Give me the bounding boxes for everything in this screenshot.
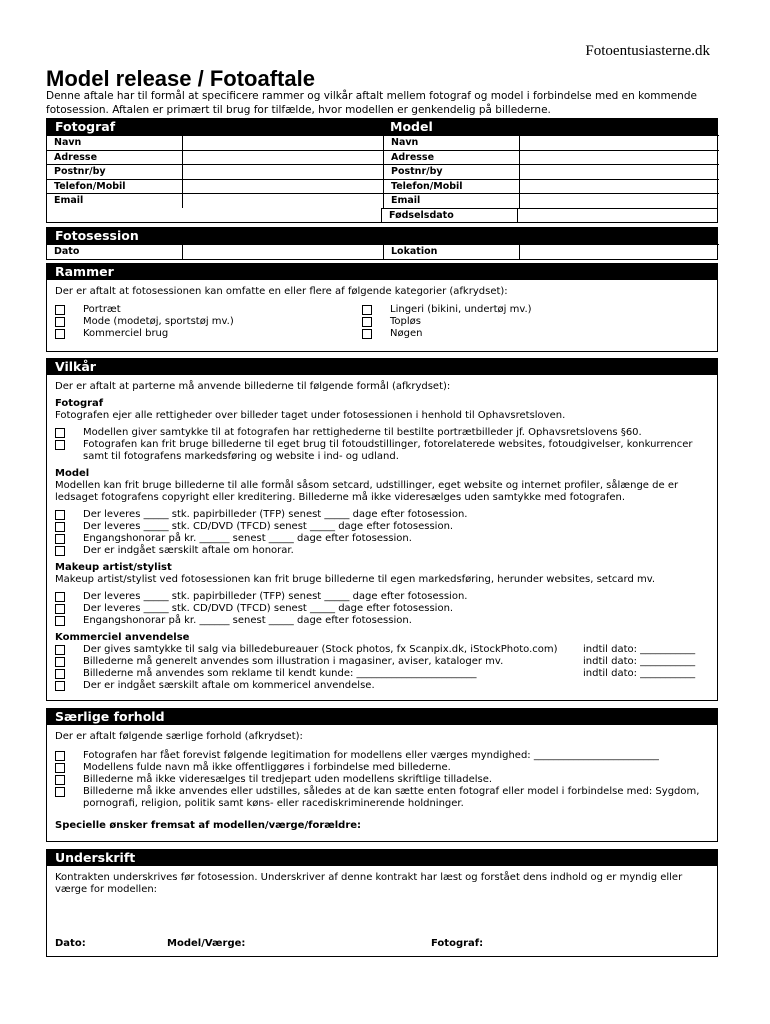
terms-heading: Vilkår [47,359,717,375]
contact-row [47,150,717,165]
photographer-field-label: Navn [47,135,183,150]
frame-section [46,263,718,352]
model-field-input[interactable] [518,208,717,223]
special-option-label: Billederne må ikke videresælges til tredjepart uden modellens skriftlige tilladelse. [83,774,493,785]
checkbox[interactable] [55,669,65,679]
session-location-label: Lokation [384,244,520,259]
commercial-option [55,668,709,680]
session-date-field[interactable] [183,244,383,259]
session-heading: Fotosession [47,228,717,244]
checkbox[interactable] [55,329,65,339]
model-heading: Model [390,119,433,134]
frame-option [55,316,362,328]
photographer-field-input[interactable] [183,193,383,208]
model-field-label: Postnr/by [384,164,520,179]
commercial-option-label: Billederne må anvendes som reklame til kendt kunde: ________________________ [83,668,477,679]
signature-heading: Underskrift [47,850,717,866]
special-items [55,750,709,810]
photographer-option-label: Fotografen kan frit bruge billederne til eget brug til fotoudstillinger, fotorelaterede websites, fotoudgivelser, konkurrencer samt til fotografens markedsføring og website i ind- og udland. [83,439,693,462]
model-option [55,545,709,557]
signature-photographer-label: Fotograf: [431,938,484,949]
terms-model-text: Modellen kan frit bruge billederne til alle formål såsom setcard, udstillinger, eget website og internet profiler, sålænge de er ledsaget fotografens copyright eller kreditering. Billederne må ikke videresælges uden samtykke med fotografen. [55,480,679,503]
contact-rows [47,135,717,222]
terms-makeup-title: Makeup artist/stylist [55,562,172,573]
checkbox[interactable] [55,440,65,450]
commercial-option-date: indtil dato: ___________ [583,668,696,679]
commercial-option-label: Billederne må generelt anvendes som illustration i magasiner, aviser, kataloger mv. [83,656,504,667]
frame-option [362,304,669,316]
frame-option [55,328,362,340]
photographer-option [55,439,709,463]
checkbox[interactable] [362,317,372,327]
signature-model-label: Model/Værge: [167,938,246,949]
session-section [46,227,718,260]
model-field-label: Fødselsdato [382,208,518,223]
special-option [55,774,709,786]
model-field-input[interactable] [520,150,719,165]
model-field-label: Adresse [384,150,520,165]
model-option-label: Der leveres _____ stk. papirbilleder (TFP) senest _____ dage efter fotosession. [83,509,468,520]
checkbox[interactable] [55,546,65,556]
checkbox[interactable] [55,645,65,655]
special-heading: Særlige forhold [47,709,717,725]
special-request-label: Specielle ønsker fremsat af modellen/værge/forældre: [55,820,362,831]
special-section [46,708,718,842]
photographer-field-input[interactable] [183,135,383,150]
makeup-option [55,591,709,603]
commercial-option [55,656,709,668]
frame-left-list [55,304,362,340]
model-field-label: Navn [384,135,520,150]
photographer-field-label: Adresse [47,150,183,165]
special-option [55,750,709,762]
photographer-field-label: Email [47,193,183,208]
contact-row [47,164,717,179]
checkbox[interactable] [55,681,65,691]
frame-option-label: Lingeri (bikini, undertøj mv.) [390,304,532,315]
commercial-items [55,644,709,692]
photographer-items [55,427,709,463]
terms-commercial-title: Kommerciel anvendelse [55,632,190,643]
makeup-option-label: Engangshonorar på kr. ______ senest _____ dage efter fotosession. [83,615,412,626]
checkbox[interactable] [55,534,65,544]
checkbox[interactable] [55,510,65,520]
photographer-heading: Fotograf [55,119,116,134]
contact-row [47,193,717,208]
commercial-option-label: Der gives samtykke til salg via billedebureauer (Stock photos, fx Scanpix.dk, iStockPhoto.com) [83,644,558,655]
frame-option-label: Kommerciel brug [83,328,169,339]
makeup-option-label: Der leveres _____ stk. CD/DVD (TFCD) senest _____ dage efter fotosession. [83,603,454,614]
makeup-items [55,591,709,627]
checkbox[interactable] [55,305,65,315]
checkbox[interactable] [55,657,65,667]
frame-option [362,328,669,340]
frame-intro: Der er aftalt at fotosessionen kan omfatte en eller flere af følgende kategorier (afkrydset): [55,286,508,297]
checkbox[interactable] [55,428,65,438]
page-title: Model release / Fotoaftale [46,66,315,91]
photographer-option-label: Modellen giver samtykke til at fotografen har rettighederne til bestilte portrætbilleder jf. Ophavsretslovens §60. [83,427,642,438]
commercial-option [55,680,709,692]
commercial-option-date: indtil dato: ___________ [583,656,696,667]
makeup-option [55,603,709,615]
terms-section [46,358,718,701]
model-field-label: Telefon/Mobil [384,179,520,194]
contact-row [47,179,717,194]
terms-model-title: Model [55,468,90,479]
photographer-option [55,427,709,439]
contact-row [47,135,717,150]
signature-date-label: Dato: [55,938,86,949]
model-option-label: Engangshonorar på kr. ______ senest _____ dage efter fotosession. [83,533,412,544]
frame-right-list [362,304,669,340]
frame-option-label: Portræt [83,304,121,315]
commercial-option-label: Der er indgået særskilt aftale om kommericel anvendelse. [83,680,375,691]
checkbox[interactable] [362,329,372,339]
model-option [55,509,709,521]
contact-row [47,208,717,223]
checkbox[interactable] [55,592,65,602]
checkbox[interactable] [55,522,65,532]
commercial-option-date: indtil dato: ___________ [583,644,696,655]
photographer-field-label: Telefon/Mobil [47,179,183,194]
checkbox[interactable] [55,604,65,614]
photographer-field-input[interactable] [183,179,383,194]
model-field-input[interactable] [520,179,719,194]
session-location-field[interactable] [520,244,719,259]
checkbox[interactable] [362,305,372,315]
model-field-input[interactable] [520,135,719,150]
special-option-label: Modellens fulde navn må ikke offentliggøres i forbindelse med billederne. [83,762,451,773]
checkbox[interactable] [55,751,65,761]
commercial-option-date [583,680,709,692]
frame-heading: Rammer [47,264,717,280]
frame-option-label: Mode (modetøj, sportstøj mv.) [83,316,234,327]
photographer-field-label: Postnr/by [47,164,183,179]
checkbox[interactable] [55,775,65,785]
photographer-field-input[interactable] [183,164,383,179]
makeup-option-label: Der leveres _____ stk. papirbilleder (TFP) senest _____ dage efter fotosession. [83,591,468,602]
model-field-label: Email [384,193,520,208]
checkbox[interactable] [55,317,65,327]
model-field-input[interactable] [520,193,719,208]
terms-intro: Der er aftalt at parterne må anvende billederne til følgende formål (afkrydset): [55,381,451,392]
checkbox[interactable] [55,763,65,773]
frame-option-label: Nøgen [390,328,423,339]
model-option [55,521,709,533]
special-option-label: Fotografen har fået forevist følgende legitimation for modellens eller værges myndighed: _________________________ [83,750,659,761]
terms-photographer-title: Fotograf [55,398,104,409]
model-items [55,509,709,557]
model-option-label: Der er indgået særskilt aftale om honorar. [83,545,294,556]
checkbox[interactable] [55,787,65,797]
makeup-option [55,615,709,627]
model-field-input[interactable] [520,164,719,179]
special-option [55,762,709,774]
special-intro: Der er aftalt følgende særlige forhold (afkrydset): [55,731,303,742]
session-date-label: Dato [47,244,183,259]
frame-option [55,304,362,316]
commercial-option [55,644,709,656]
checkbox[interactable] [55,616,65,626]
special-option [55,786,709,810]
special-option-label: Billederne må ikke anvendes eller udstilles, således at de kan sætte enten fotograf eller model i forbindelse med: Sygdom, pornografi, religion, politik samt køns- eller racediskriminerende holdninger. [83,786,700,809]
frame-option-label: Topløs [390,316,421,327]
model-option-label: Der leveres _____ stk. CD/DVD (TFCD) senest _____ dage efter fotosession. [83,521,454,532]
site-name: Fotoentusiasterne.dk [585,43,710,59]
model-option [55,533,709,545]
signature-text: Kontrakten underskrives før fotosession. Underskriver af denne kontrakt har læst og forstået dens indhold og er myndig eller værge for modellen: [55,872,683,895]
contact-section [46,118,718,223]
signature-section [46,849,718,957]
photographer-field-input[interactable] [183,150,383,165]
terms-makeup-text: Makeup artist/stylist ved fotosessionen kan frit bruge billederne til egen markedsføring, herunder websites, setcard mv. [55,574,656,585]
frame-option [362,316,669,328]
intro-text: Denne aftale har til formål at specificere rammer og vilkår aftalt mellem fotograf og model i forbindelse med en kommende fotosession. Aftalen er primært til brug for tilfælde, hvor modellen er genkendelig på billederne. [46,90,697,116]
terms-photographer-text: Fotografen ejer alle rettigheder over billeder taget under fotosessionen i henhold til Ophavsretsloven. [55,410,566,421]
